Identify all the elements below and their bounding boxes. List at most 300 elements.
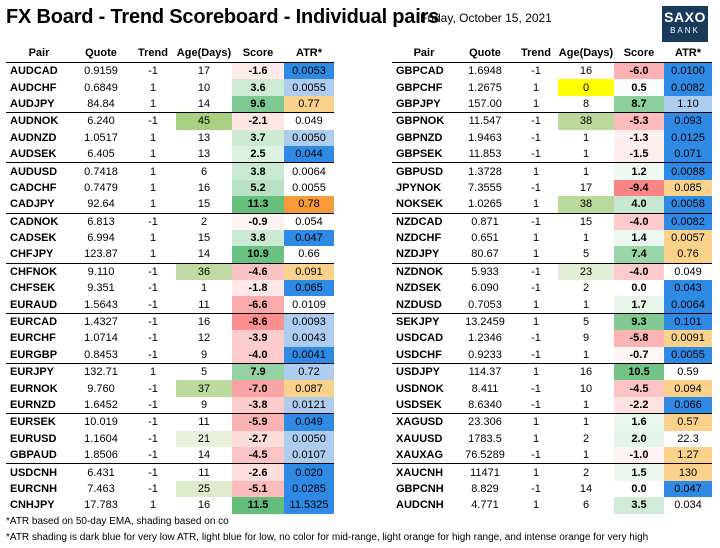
cell-trend: 1	[514, 313, 558, 330]
table-row	[6, 347, 334, 364]
cell-score: 11.3	[232, 196, 284, 213]
cell-trend: -1	[148, 65, 158, 78]
cell-trend: -1	[531, 148, 541, 161]
cell-quote: 9.760	[87, 382, 115, 395]
cell-age: 8	[582, 97, 590, 110]
table-row	[392, 464, 712, 481]
cell-pair: EURCHF	[10, 332, 56, 345]
cell-trend: 1	[532, 81, 540, 94]
table-row	[6, 96, 334, 113]
cell-trend: -1	[148, 298, 158, 311]
cell-age: 10	[579, 382, 593, 395]
cell-quote: 0.9159	[84, 65, 118, 78]
cell-age: 1	[582, 298, 590, 311]
cell-age: 1	[558, 163, 614, 180]
cell-atr: 0.0107	[284, 447, 334, 464]
cell-quote: 8.411	[471, 382, 499, 395]
cell-score: -9.4	[614, 180, 664, 196]
report-date: Friday, October 15, 2021	[420, 11, 552, 25]
cell-pair: JPYNOK	[396, 181, 442, 194]
cell-quote: 132.71	[72, 364, 130, 381]
cell-age: 9	[200, 399, 208, 411]
cell-quote: 8.829	[471, 482, 499, 495]
cell-age: 12	[197, 332, 211, 345]
cell-score: 0.0	[614, 280, 664, 296]
cell-score: -0.7	[614, 347, 664, 364]
cell-age: 5	[582, 248, 590, 261]
cell-quote: 1.2675	[468, 81, 502, 94]
cell-pair: CADNOK	[6, 213, 72, 230]
table-row	[392, 364, 712, 381]
cell-age: 16	[176, 313, 232, 330]
table-row	[6, 230, 334, 246]
cell-score: 0.5	[614, 79, 664, 95]
cell-score: 10.9	[232, 246, 284, 263]
cell-quote: 1.6948	[468, 65, 502, 78]
cell-quote: 1.8506	[84, 449, 118, 462]
cell-quote: 11.853	[468, 148, 502, 161]
cell-atr: 0.066	[664, 397, 712, 414]
table-row	[6, 497, 334, 513]
cell-trend: 1	[149, 81, 157, 94]
cell-score: -4.0	[614, 263, 664, 280]
cell-quote: 6.405	[87, 148, 115, 161]
cell-atr: 130	[664, 464, 712, 481]
cell-age: 1	[582, 399, 590, 411]
logo-bottom-text: BANK	[670, 26, 700, 35]
cell-pair: GBPCNH	[396, 482, 444, 495]
cell-trend: 1	[532, 232, 540, 245]
cell-quote: 1.4327	[72, 313, 130, 330]
cell-quote: 7.463	[87, 482, 115, 495]
table-row	[6, 163, 334, 180]
cell-score: -0.9	[232, 213, 284, 230]
cell-score: 11.5	[232, 497, 284, 513]
table-row	[6, 447, 334, 464]
cell-trend: 1	[149, 148, 157, 161]
cell-trend: 1	[149, 499, 157, 512]
table-row	[392, 163, 712, 180]
cell-trend: 1	[532, 499, 540, 512]
cell-trend: 1	[514, 414, 558, 431]
table-row	[6, 364, 334, 381]
cell-trend: 1	[149, 198, 157, 211]
cell-trend: -1	[531, 399, 541, 411]
cell-age: 11	[176, 464, 232, 481]
cell-age: 38	[558, 113, 614, 130]
cell-score: -2.2	[614, 397, 664, 414]
cell-atr: 0.0064	[284, 163, 334, 180]
table-row	[6, 280, 334, 296]
cell-trend: 1	[149, 232, 157, 245]
cell-quote: 1783.5	[468, 432, 502, 445]
cell-trend: 1	[514, 163, 558, 180]
cell-quote: 6.431	[72, 464, 130, 481]
table-row	[6, 481, 334, 497]
cell-age: 10	[197, 81, 211, 94]
cell-atr: 0.76	[664, 246, 712, 263]
cell-trend: 1	[149, 248, 157, 261]
cell-score: 2.0	[614, 431, 664, 447]
cell-atr: 0.0082	[664, 213, 712, 230]
cell-trend: -1	[531, 482, 541, 495]
cell-trend: -1	[148, 432, 158, 445]
cell-score: -5.8	[614, 330, 664, 346]
cell-score: 1.6	[614, 414, 664, 431]
table-row	[392, 397, 712, 414]
cell-age: 23	[558, 263, 614, 280]
cell-age: 5	[558, 313, 614, 330]
cell-pair: CNHJPY	[10, 499, 55, 512]
table-row	[392, 280, 712, 296]
cell-quote: 0.7418	[72, 163, 130, 180]
table-row	[392, 330, 712, 346]
cell-atr: 0.0088	[664, 163, 712, 180]
cell-score: -4.6	[232, 263, 284, 280]
cell-atr: 0.0053	[284, 63, 334, 80]
cell-trend: -1	[148, 332, 158, 345]
cell-atr: 0.093	[664, 113, 712, 130]
cell-atr: 0.77	[284, 96, 334, 113]
cell-score: -6.0	[614, 63, 664, 80]
cell-age: 17	[579, 181, 593, 194]
cell-age: 2	[558, 464, 614, 481]
cell-age: 14	[579, 482, 593, 495]
cell-pair: CHFNOK	[6, 263, 72, 280]
col-header-trend: Trend	[514, 44, 558, 63]
saxo-bank-logo	[662, 6, 708, 42]
cell-quote: 0.871	[456, 213, 514, 230]
cell-trend: -1	[148, 399, 158, 411]
cell-atr: 0.044	[284, 146, 334, 163]
cell-age: 38	[558, 196, 614, 213]
footnote-atr-shading: *ATR shading is dark blue for very low ATR, light blue for low, no color for mid-range, light orange for high range, and intense orange for very high	[6, 532, 649, 543]
cell-trend: -1	[531, 131, 541, 144]
table-row	[6, 63, 334, 80]
table-row	[392, 146, 712, 163]
cell-atr: 1.27	[664, 447, 712, 464]
col-header-age: Age(Days)	[558, 44, 614, 63]
cell-score: -1.0	[614, 447, 664, 464]
cell-quote: 9.110	[72, 263, 130, 280]
table-row	[392, 414, 712, 431]
cell-age: 2	[176, 213, 232, 230]
cell-pair: CADJPY	[10, 198, 55, 211]
col-header-score: Score	[614, 44, 664, 63]
cell-trend: -1	[130, 113, 176, 130]
cell-trend: -1	[148, 282, 158, 295]
cell-score: -4.0	[614, 213, 664, 230]
cell-atr: 0.047	[664, 481, 712, 497]
cell-age: 16	[579, 65, 593, 78]
table-row	[6, 130, 334, 146]
cell-atr: 0.0091	[664, 330, 712, 346]
cell-quote: 11471	[456, 464, 514, 481]
cell-age: 15	[558, 213, 614, 230]
table-row	[6, 146, 334, 163]
cell-score: 10.5	[614, 364, 664, 381]
cell-age: 1	[582, 232, 590, 245]
cell-quote: 84.84	[87, 97, 115, 110]
cell-atr: 0.0050	[284, 130, 334, 146]
cell-quote: 1.2346	[468, 332, 502, 345]
cell-quote: 80.67	[471, 248, 499, 261]
cell-atr: 0.0093	[284, 313, 334, 330]
cell-age: 36	[176, 263, 232, 280]
table-row	[6, 213, 334, 230]
table-row	[392, 180, 712, 196]
cell-quote: 6.090	[471, 282, 499, 295]
cell-quote: 0.7479	[84, 181, 118, 194]
cell-atr: 0.034	[674, 499, 702, 512]
table-row	[6, 313, 334, 330]
cell-atr: 0.101	[664, 313, 712, 330]
cell-trend: 1	[514, 464, 558, 481]
cell-pair: GBPNZD	[396, 131, 443, 144]
cell-score: 3.7	[232, 130, 284, 146]
cell-pair: NZDUSD	[396, 298, 442, 311]
cell-score: 3.8	[232, 163, 284, 180]
table-row	[392, 481, 712, 497]
cell-pair: XAUUSD	[396, 432, 443, 445]
cell-atr: 0.087	[284, 380, 334, 396]
cell-pair: EURCAD	[6, 313, 72, 330]
cell-trend: 1	[532, 97, 540, 110]
cell-quote: 5.933	[456, 263, 514, 280]
cell-quote: 1.5643	[84, 298, 118, 311]
cell-score: 9.6	[232, 96, 284, 113]
cell-quote: 7.3555	[468, 181, 502, 194]
page-title: FX Board - Trend Scoreboard - Individual pairs	[6, 6, 440, 28]
cell-score: -4.0	[232, 347, 284, 364]
cell-age: 6	[176, 163, 232, 180]
cell-trend: 1	[149, 97, 157, 110]
cell-trend: -1	[531, 181, 541, 194]
cell-atr: 0.0043	[284, 330, 334, 346]
cell-score: -5.1	[232, 481, 284, 497]
cell-quote: 0.8453	[84, 348, 118, 361]
cell-atr: 0.094	[664, 380, 712, 396]
cell-quote: 1.0714	[84, 332, 118, 345]
table-row	[392, 96, 712, 113]
cell-pair: GBPAUD	[10, 449, 57, 462]
cell-pair: GBPCAD	[396, 65, 444, 78]
header-row	[392, 44, 712, 63]
table-row	[6, 296, 334, 313]
cell-score: -3.9	[232, 330, 284, 346]
col-header-quote: Quote	[72, 44, 130, 63]
col-header-trend: Trend	[130, 44, 176, 63]
cell-pair: NZDNOK	[392, 263, 456, 280]
cell-pair: USDCHF	[396, 348, 442, 361]
table-row	[392, 63, 712, 80]
cell-trend: -1	[531, 348, 541, 361]
cell-quote: 13.2459	[456, 313, 514, 330]
table-row	[6, 196, 334, 213]
cell-trend: 1	[130, 364, 176, 381]
cell-age: 16	[197, 499, 211, 512]
cell-age: 9	[200, 348, 208, 361]
cell-trend: -1	[514, 263, 558, 280]
cell-atr: 0.049	[284, 414, 334, 431]
cell-trend: 1	[149, 181, 157, 194]
cell-quote: 10.019	[72, 414, 130, 431]
cell-age: 16	[558, 364, 614, 381]
cell-atr: 0.0121	[284, 397, 334, 414]
table-row	[392, 296, 712, 313]
cell-atr: 0.78	[284, 196, 334, 213]
cell-pair: AUDCNH	[396, 499, 444, 512]
cell-atr: 0.047	[284, 230, 334, 246]
footnote-atr-basis: *ATR based on 50-day EMA, shading based on co	[6, 516, 229, 527]
table-row	[392, 246, 712, 263]
col-header-pair: Pair	[392, 44, 456, 63]
cell-pair: NOKSEK	[396, 198, 444, 211]
table-row	[6, 397, 334, 414]
cell-score: -3.8	[232, 397, 284, 414]
cell-quote: 6.240	[72, 113, 130, 130]
cell-pair: USDJPY	[392, 364, 456, 381]
cell-age: 25	[176, 481, 232, 497]
cell-trend: -1	[130, 414, 176, 431]
cell-pair: GBPSEK	[396, 148, 443, 161]
cell-age: 15	[197, 198, 211, 211]
cell-age: 1	[582, 131, 590, 144]
cell-atr: 0.0041	[284, 347, 334, 364]
cell-quote: 1.9463	[468, 131, 502, 144]
cell-trend: -1	[148, 449, 158, 462]
cell-trend: -1	[531, 332, 541, 345]
cell-pair: NZDJPY	[396, 248, 440, 261]
cell-score: -5.9	[232, 414, 284, 431]
cell-pair: CADSEK	[10, 232, 57, 245]
table-row	[6, 330, 334, 346]
cell-atr: 11.5325	[284, 497, 334, 513]
cell-pair: USDCNH	[6, 464, 72, 481]
cell-pair: CADCHF	[10, 181, 57, 194]
cell-age: 11	[198, 298, 210, 311]
cell-score: -4.5	[232, 447, 284, 464]
cell-pair: GBPJPY	[396, 97, 441, 110]
cell-age: 17	[197, 65, 211, 78]
cell-score: 3.6	[232, 79, 284, 95]
cell-trend: 1	[514, 364, 558, 381]
cell-pair: USDSEK	[396, 399, 442, 411]
cell-pair: XAUXAG	[396, 449, 444, 462]
table-row	[392, 347, 712, 364]
cell-pair: EURCNH	[10, 482, 58, 495]
cell-atr: 0.66	[298, 248, 320, 261]
cell-trend: -1	[148, 382, 158, 395]
table-row	[392, 263, 712, 280]
cell-age: 1	[558, 414, 614, 431]
cell-trend: -1	[531, 65, 541, 78]
left-scoreboard-table	[6, 44, 334, 514]
cell-pair: XAGUSD	[392, 414, 456, 431]
cell-quote: 1.0265	[468, 198, 502, 211]
cell-quote: 92.64	[87, 198, 115, 211]
cell-quote: 23.306	[456, 414, 514, 431]
cell-score: -2.7	[232, 431, 284, 447]
cell-pair: EURJPY	[6, 364, 72, 381]
cell-score: -6.6	[232, 296, 284, 313]
cell-score: -4.5	[614, 380, 664, 396]
cell-age: 15	[197, 232, 211, 245]
cell-trend: -1	[531, 382, 541, 395]
table-row	[392, 431, 712, 447]
cell-atr: 0.0064	[664, 296, 712, 313]
cell-atr: 0.0100	[664, 63, 712, 80]
cell-age: 14	[197, 97, 211, 110]
cell-pair: NZDCAD	[392, 213, 456, 230]
cell-score: 7.9	[232, 364, 284, 381]
cell-score: 0.0	[614, 481, 664, 497]
cell-pair: NZDSEK	[396, 282, 442, 295]
cell-atr: 0.0109	[292, 298, 326, 311]
cell-pair: AUDSEK	[10, 148, 57, 161]
table-row	[392, 497, 712, 513]
cell-pair: AUDUSD	[6, 163, 72, 180]
cell-age: 14	[197, 248, 211, 261]
cell-atr: 0.071	[664, 146, 712, 163]
cell-score: 1.5	[614, 464, 664, 481]
cell-quote: 17.783	[84, 499, 118, 512]
cell-age: 1	[582, 449, 590, 462]
cell-pair: GBPCHF	[396, 81, 443, 94]
cell-score: -8.6	[232, 313, 284, 330]
cell-pair: EURAUD	[10, 298, 58, 311]
cell-score: 4.0	[614, 196, 664, 213]
cell-atr: 0.049	[664, 263, 712, 280]
cell-score: 1.2	[614, 163, 664, 180]
cell-pair: CHFSEK	[10, 282, 56, 295]
cell-atr: 0.0125	[664, 130, 712, 146]
cell-score: 7.4	[614, 246, 664, 263]
cell-age: 13	[197, 148, 211, 161]
cell-score: 1.4	[614, 230, 664, 246]
cell-score: -7.0	[232, 380, 284, 396]
cell-score: -1.5	[614, 146, 664, 163]
logo-top-text: SAXO	[664, 9, 706, 25]
cell-pair: EURNZD	[10, 399, 56, 411]
table-row	[392, 79, 712, 95]
cell-pair: EURGBP	[10, 348, 58, 361]
header-row	[6, 44, 334, 63]
cell-quote: 1.0517	[84, 131, 118, 144]
cell-age: 16	[197, 181, 211, 194]
cell-score: -5.3	[614, 113, 664, 130]
table-row	[6, 180, 334, 196]
cell-atr: 22.3	[677, 432, 699, 445]
cell-age: 14	[197, 449, 211, 462]
cell-age: 1	[582, 348, 590, 361]
cell-pair: SEKJPY	[392, 313, 456, 330]
cell-quote: 0.6849	[84, 81, 118, 94]
cell-age: 1	[200, 282, 208, 295]
cell-score: -1.3	[614, 130, 664, 146]
cell-pair: NZDCHF	[396, 232, 442, 245]
table-row	[392, 230, 712, 246]
cell-atr: 0.59	[664, 364, 712, 381]
cell-age: 45	[176, 113, 232, 130]
cell-age: 6	[582, 499, 590, 512]
table-row	[392, 130, 712, 146]
cell-score: 5.2	[232, 180, 284, 196]
cell-quote: 0.651	[471, 232, 499, 245]
cell-pair: GBPNOK	[392, 113, 456, 130]
cell-atr: 0.0055	[292, 181, 326, 194]
cell-trend: -1	[148, 482, 158, 495]
